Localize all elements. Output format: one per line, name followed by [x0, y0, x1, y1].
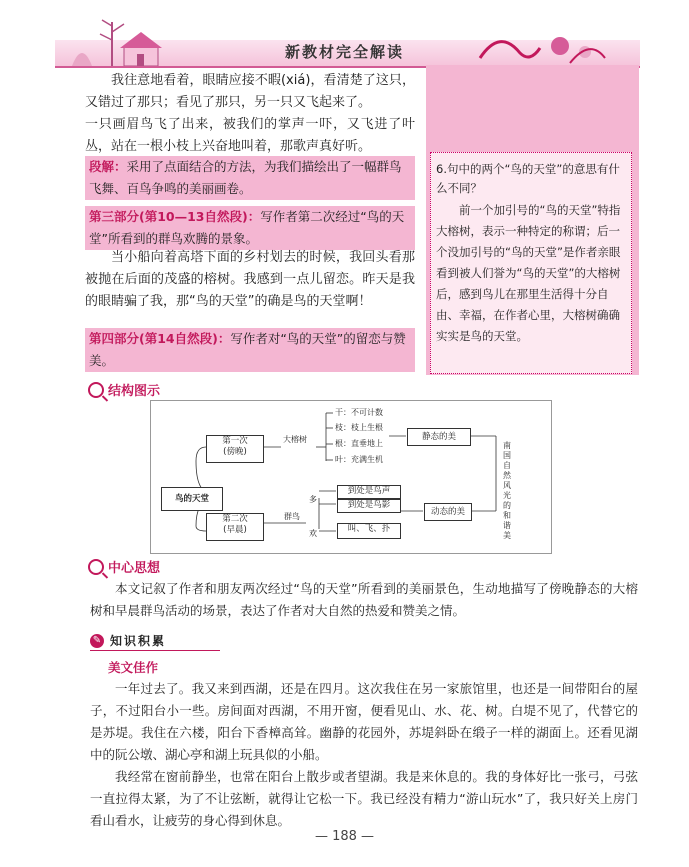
- part-label: 第四部分(第14自然段)：: [89, 331, 231, 346]
- part-three-box: [85, 206, 415, 250]
- diagram-active-label: 欢: [309, 529, 317, 538]
- diagram-bird-item: 到处是鸟影: [337, 499, 401, 513]
- diagram-active-item: 叫、飞、扑: [337, 523, 401, 539]
- knowledge-underline: [90, 650, 220, 651]
- central-heading: [88, 557, 160, 576]
- central-text: [90, 578, 638, 622]
- diagram-bird-item: 到处是鸟声: [337, 485, 401, 499]
- diagram-tree-item: 枝：枝上生根: [335, 423, 383, 432]
- knowledge-subheading: 美文佳作: [108, 660, 159, 675]
- paragraph: 我经常在窗前静坐，也常在阳台上散步或者望湖。我是来休息的。我的身体好比一张弓，弓弦一直拉得太紧，为了不让弦断，就得让它松一下。我已经没有精力“游山玩水”了，我只好关上房门看山看水，让疲劳的身心得到休息。: [90, 769, 638, 828]
- diagram-tree-item: 根：直垂地上: [335, 439, 383, 448]
- note-text: 采用了点面结合的方法，为我们描绘出了一幅群鸟飞舞、百鸟争鸣的美丽画卷。: [89, 159, 402, 196]
- paragraph: 一年过去了。我又来到西湖，还是在四月。这次我住在另一家旅馆里，也还是一间带阳台的屋子，不过阳台小一些。房间面对西湖，不用开窗，便看见山、水、花、树。白堤不见了，代替它的是苏堤。我住在六楼，阳台下香樟高耸。幽静的花园外，苏堤斜卧在缎子一样的湖面上。还看见湖中的阮公墩、湖心亭和湖上玩具似的小船。: [90, 681, 638, 762]
- diagram-root-box: 鸟的天堂: [161, 487, 223, 511]
- section-note-box: [85, 156, 415, 200]
- sidebar-question: 6.句中的两个“鸟的天堂”的意思有什么不同？: [436, 162, 620, 195]
- diagram-many-label: 多: [309, 495, 317, 504]
- part-label: 第三部分(第10—13自然段)：: [89, 209, 261, 224]
- note-label: 段解：: [89, 159, 127, 174]
- text-block-2: [85, 247, 415, 313]
- structure-heading: [88, 380, 160, 399]
- sidebar-answer: 前一个加引号的“鸟的天堂”特指大榕树，表示一种特定的称谓；后一个没加引号的“鸟的天堂”是作者亲眼看到被人们誉为“鸟的天堂”的大榕树后，感到鸟儿在那里生活得十分自由、幸福，在作者心里，大榕树确确实实是鸟的天堂。: [436, 203, 621, 343]
- diagram-tree-label: 大榕树: [283, 435, 307, 444]
- structure-heading-text: 结构图示: [108, 384, 161, 399]
- magnifier-icon: [88, 559, 104, 575]
- pencil-icon: ✎: [90, 634, 104, 648]
- paragraph: 当小船向着高塔下面的乡村划去的时候，我回头看那被抛在后面的茂盛的榕树。我感到一点儿留恋。昨天是我的眼睛骗了我，那“鸟的天堂”的确是鸟的天堂啊！: [85, 250, 415, 309]
- paragraph: 我往意地看着，眼睛应接不暇(xiá)，看清楚了这只，又错过了那只；看见了那只，另一只又飞起来了。: [85, 73, 415, 110]
- diagram-tree-item: 叶：充满生机: [335, 455, 383, 464]
- part-text: 写作者对“鸟的天堂”的留恋与赞美。: [89, 331, 406, 368]
- part-text: 写作者第二次经过“鸟的天堂”所看到的群鸟欢腾的景象。: [89, 209, 405, 246]
- diagram-dynamic-beauty: 动态的美: [424, 503, 472, 521]
- structure-diagram: [150, 400, 552, 554]
- knowledge-text: [90, 678, 638, 832]
- part-four-box: [85, 328, 415, 372]
- page-number: — 188 —: [314, 829, 375, 844]
- header-title: 新教材完全解读: [284, 43, 404, 61]
- knowledge-heading: [90, 632, 166, 649]
- diagram-conclusion: 南国自然风光的和谐美: [503, 441, 511, 540]
- diagram-visit2-box: 第二次 (早晨): [206, 513, 264, 541]
- text-block-1: [85, 70, 415, 158]
- diagram-tree-item: 干：不可计数: [335, 408, 383, 417]
- paragraph: 一只画眉鸟飞了出来，被我们的掌声一吓，又飞进了叶丛，站在一根小枝上兴奋地叫着，那歌声真好听。: [85, 117, 415, 154]
- magnifier-icon: [88, 382, 104, 398]
- central-heading-text: 中心思想: [108, 561, 161, 576]
- diagram-visit1-box: 第一次 (傍晚): [206, 435, 264, 463]
- diagram-static-beauty: 静态的美: [407, 428, 471, 446]
- knowledge-title: 知识积累: [110, 634, 167, 648]
- diagram-birds-label: 群鸟: [284, 512, 300, 521]
- central-paragraph: 本文记叙了作者和朋友两次经过“鸟的天堂”所看到的美丽景色，生动地描写了傍晚静态的大榕树和早晨群鸟活动的场景，表达了作者对大自然的热爱和赞美之情。: [90, 581, 638, 618]
